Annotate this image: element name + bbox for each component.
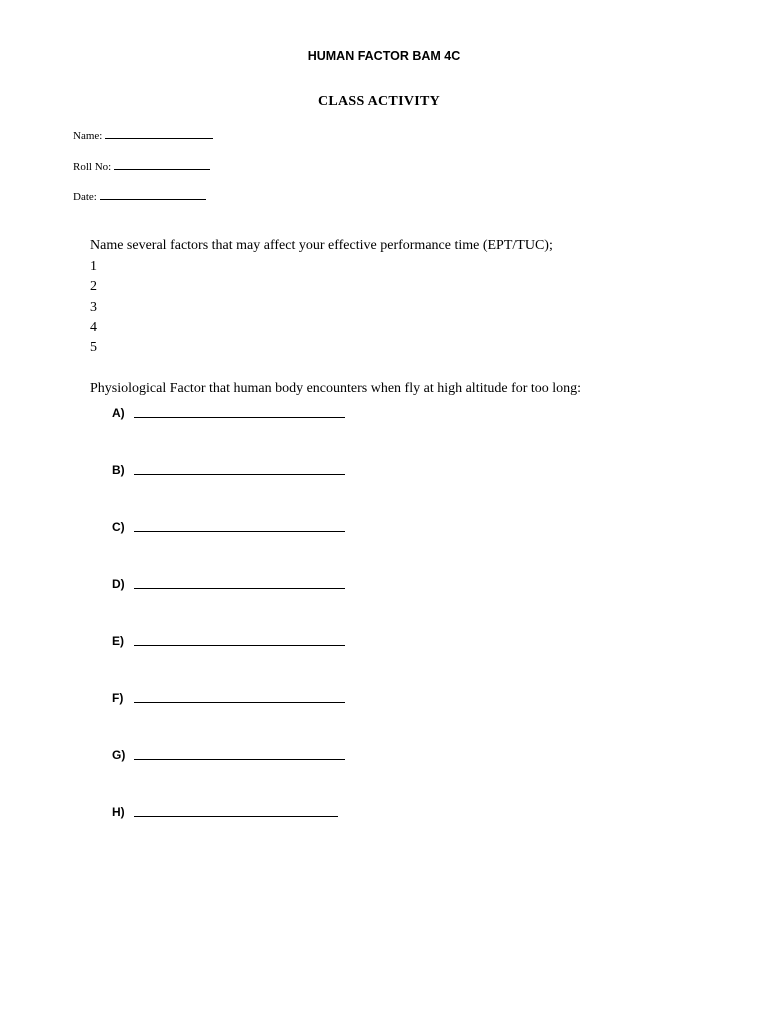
answer-row-b bbox=[112, 459, 345, 477]
roll-no-label: Roll No: bbox=[73, 161, 112, 173]
list-item: 5 bbox=[90, 340, 97, 355]
answer-row-a bbox=[112, 402, 345, 420]
answer-label: G) bbox=[112, 748, 126, 762]
course-title: HUMAN FACTOR BAM 4C bbox=[307, 49, 461, 63]
answer-label: A) bbox=[112, 406, 125, 420]
answer-label: C) bbox=[112, 520, 125, 534]
list-item: 2 bbox=[90, 279, 97, 294]
name-label: Name: bbox=[73, 130, 103, 142]
answer-label: B) bbox=[112, 463, 125, 477]
answer-label: F) bbox=[112, 691, 124, 705]
answer-line-h[interactable] bbox=[134, 804, 338, 817]
answer-line-c[interactable] bbox=[134, 519, 345, 532]
answer-line-b[interactable] bbox=[134, 462, 345, 475]
answer-row-d bbox=[112, 573, 345, 591]
answer-row-f bbox=[112, 687, 345, 705]
name-field[interactable] bbox=[73, 129, 213, 142]
answer-row-e bbox=[112, 630, 345, 648]
activity-title: CLASS ACTIVITY bbox=[317, 94, 441, 109]
answer-label: H) bbox=[112, 805, 125, 819]
answer-line-a[interactable] bbox=[134, 405, 345, 418]
question-2-text: Physiological Factor that human body encounters when fly at high altitude for too long: bbox=[90, 381, 582, 396]
answer-line-f[interactable] bbox=[134, 690, 345, 703]
answer-row-h bbox=[112, 801, 338, 819]
question-1-text: Name several factors that may affect your effective performance time (EPT/TUC); bbox=[90, 238, 553, 253]
answer-line-d[interactable] bbox=[134, 576, 345, 589]
date-label: Date: bbox=[73, 191, 97, 203]
name-blank[interactable] bbox=[105, 129, 213, 139]
answer-line-g[interactable] bbox=[134, 747, 345, 760]
answer-label: E) bbox=[112, 634, 124, 648]
list-item: 3 bbox=[90, 300, 97, 315]
answer-line-e[interactable] bbox=[134, 633, 345, 646]
roll-no-field[interactable] bbox=[73, 160, 210, 173]
date-field[interactable] bbox=[73, 190, 206, 203]
list-item: 4 bbox=[90, 320, 97, 335]
answer-row-c bbox=[112, 516, 345, 534]
date-blank[interactable] bbox=[100, 190, 206, 200]
list-item: 1 bbox=[90, 259, 97, 274]
roll-no-blank[interactable] bbox=[114, 160, 210, 170]
answer-label: D) bbox=[112, 577, 125, 591]
answer-row-g bbox=[112, 744, 345, 762]
